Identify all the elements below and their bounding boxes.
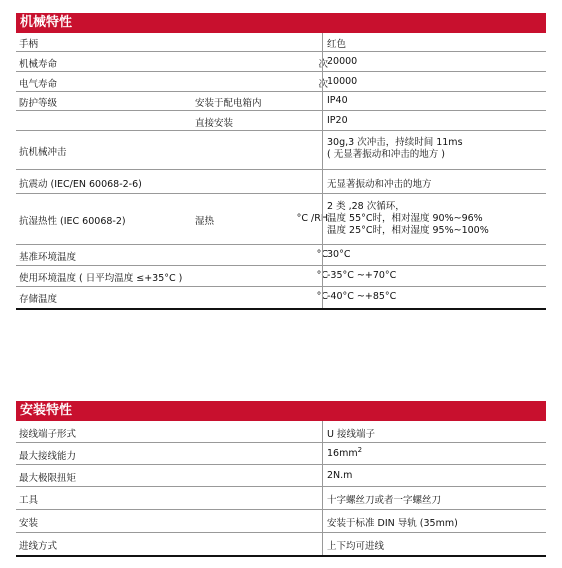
row-label: 电气寿命	[19, 79, 58, 90]
value-superscript: 2	[357, 445, 363, 454]
installation-section	[16, 401, 546, 557]
row-label: 抗震动 (IEC/EN 60068-2-6)	[19, 179, 142, 190]
row-unit: °C	[316, 270, 328, 281]
value-line: 温度 25°C时，相对湿度 95%~100%	[327, 225, 489, 236]
row-value: 10000	[327, 76, 358, 87]
row-value	[327, 445, 363, 459]
row-value: 2N.m	[327, 470, 353, 481]
row-label: 使用环境温度 ( 日平均温度 ≤+35°C )	[19, 273, 183, 284]
row-unit: 次	[318, 59, 328, 70]
row-value	[327, 201, 489, 237]
row-unit: °C /RH	[296, 213, 328, 224]
table-row	[16, 52, 546, 72]
table-row	[16, 487, 546, 510]
row-value: IP40	[327, 95, 348, 106]
table-row	[16, 465, 546, 487]
table-row	[16, 170, 546, 194]
table-row	[16, 111, 546, 131]
row-label: 工具	[19, 495, 39, 506]
table-row	[16, 266, 546, 287]
row-value: 20000	[327, 56, 358, 67]
row-label: 进线方式	[19, 541, 58, 552]
row-label: 基准环境温度	[19, 252, 77, 263]
row-label: 防护等级	[19, 98, 58, 109]
row-label: 抗湿热性 (IEC 60068-2)	[19, 216, 126, 227]
table-row	[16, 421, 546, 443]
table-row	[16, 33, 546, 52]
row-value: -35°C ~+70°C	[327, 270, 397, 281]
row-sublabel: 湿热	[195, 216, 215, 227]
row-sublabel: 安装于配电箱内	[195, 98, 262, 109]
row-value: IP20	[327, 115, 348, 126]
row-label: 存储温度	[19, 294, 58, 305]
row-label: 最大极限扭矩	[19, 473, 77, 484]
row-sublabel: 直接安装	[195, 118, 234, 129]
table-row	[16, 131, 546, 170]
row-unit: °C	[316, 291, 328, 302]
value-line: 2 类 ,28 次循环，	[327, 201, 405, 212]
row-label: 接线端子形式	[19, 429, 77, 440]
table-row	[16, 443, 546, 465]
value-line: 温度 55°C时，相对湿度 90%~96%	[327, 213, 483, 224]
installation-header: 安装特性	[16, 401, 546, 421]
table-row	[16, 533, 546, 555]
row-label: 手柄	[19, 39, 39, 50]
row-label: 安装	[19, 518, 39, 529]
row-unit: °C	[316, 249, 328, 260]
table-row	[16, 245, 546, 266]
installation-table	[16, 421, 546, 557]
row-value: 安装于标准 DIN 导轨 (35mm)	[327, 518, 458, 529]
table-row	[16, 287, 546, 308]
mechanical-header: 机械特性	[16, 13, 546, 33]
value-line: ( 无显著振动和冲击的地方 )	[327, 149, 445, 160]
table-row	[16, 72, 546, 92]
table-row	[16, 92, 546, 111]
table-row	[16, 194, 546, 245]
row-value: 30°C	[327, 249, 351, 260]
mechanical-section	[16, 13, 546, 310]
row-value: 红色	[327, 39, 347, 50]
table-row	[16, 510, 546, 533]
row-label: 机械寿命	[19, 59, 58, 70]
row-unit: 次	[318, 79, 328, 90]
row-value: U 接线端子	[327, 429, 375, 440]
mechanical-table	[16, 33, 546, 310]
value-text: 16mm	[327, 448, 358, 459]
row-label: 最大接线能力	[19, 451, 77, 462]
row-value	[327, 137, 463, 161]
value-line: 30g,3 次冲击，持续时间 11ms	[327, 137, 463, 148]
row-value: -40°C ~+85°C	[327, 291, 397, 302]
row-value: 上下均可进线	[327, 541, 385, 552]
row-label: 抗机械冲击	[19, 147, 67, 158]
row-value: 十字螺丝刀或者一字螺丝刀	[327, 495, 442, 506]
row-value: 无显著振动和冲击的地方	[327, 179, 432, 190]
